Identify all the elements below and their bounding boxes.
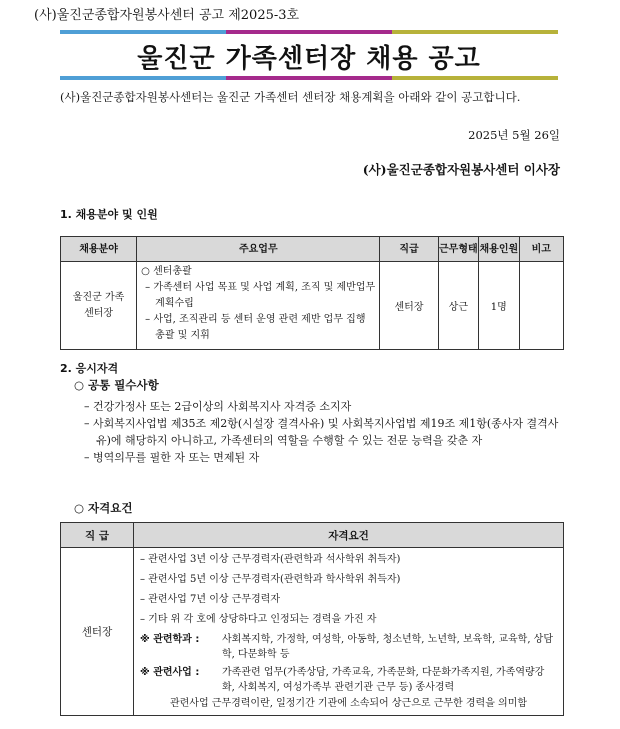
- intro-text: (사)울진군종합자원봉사센터는 울진군 가족센터 센터장 채용계획을 아래와 같이 공고합니다.: [60, 90, 521, 104]
- bar-purple: [226, 76, 392, 80]
- cell-type: 상근: [438, 262, 478, 350]
- duty-head: ○ 센터총괄: [141, 266, 192, 277]
- col-note: 비고: [519, 237, 563, 262]
- bar-purple: [226, 30, 392, 34]
- note-related-work: [140, 665, 557, 695]
- req-item: – 관련사업 5년 이상 근무경력자(관련학과 학사학위 취득자): [140, 574, 401, 585]
- col-duty: 주요업무: [137, 237, 380, 262]
- note-key: ※ 관련학과 :: [140, 634, 200, 645]
- req-rank: 센터장: [61, 548, 134, 716]
- req-item: – 기타 위 각 호에 상당하다고 인정되는 경력을 가진 자: [140, 614, 377, 625]
- qualification-table: [60, 522, 564, 716]
- bar-blue: [60, 76, 226, 80]
- col-count: 채용인원: [479, 237, 519, 262]
- announce-date: 2025년 5월 26일: [468, 128, 560, 142]
- page-title: 울진군 가족센터장 채용 공고: [137, 44, 481, 74]
- table-row: [61, 262, 564, 350]
- note-related-major: [140, 632, 557, 662]
- qualification-header: [61, 523, 564, 548]
- list-item: – 병역의무를 필한 자 또는 면제된 자: [84, 451, 260, 464]
- duty-item: – 사업, 조직관리 등 센터 운영 관련 제반 업무 집행 총괄 및 지휘: [145, 314, 366, 341]
- cell-count: 1명: [479, 262, 519, 350]
- note-value: 가족관련 업무(가족상담, 가족교육, 가족문화, 다문화가족지원, 가족역량강화, 사회복지, 여성가족부 관련기관 근무 등) 종사경력: [222, 667, 545, 693]
- duty-item: – 가족센터 사업 목표 및 사업 계획, 조직 및 제반업무 계획수립: [145, 282, 376, 309]
- recruit-table-header: [61, 237, 564, 262]
- bar-blue: [60, 30, 226, 34]
- cell-field: 울진군 가족센터장: [61, 262, 137, 350]
- note-key: ※ 관련사업 :: [140, 667, 200, 678]
- cell-rank: 센터장: [380, 262, 438, 350]
- cell-note: [519, 262, 563, 350]
- col-requirement: 자격요건: [134, 523, 564, 548]
- req-item: – 관련사업 3년 이상 근무경력자(관련학과 석사학위 취득자): [140, 554, 401, 565]
- list-item: – 건강가정사 또는 2급이상의 사회복지사 자격증 소지자: [84, 400, 352, 413]
- footer-note: 관련사업 근무경력이란, 일정기간 기관에 소속되어 상근으로 근무한 경력을 의미함: [169, 698, 528, 709]
- req-item: – 관련사업 7년 이상 근무경력자: [140, 594, 280, 605]
- common-title: ○ 공통 필수사항: [74, 378, 159, 392]
- req-cell: [134, 548, 564, 716]
- doc-reference: (사)울진군종합자원봉사센터 공고 제2025-3호: [34, 8, 300, 23]
- section2-title: 2. 응시자격: [60, 362, 119, 375]
- note-value: 사회복지학, 가정학, 여성학, 아동학, 청소년학, 노년학, 보육학, 교육학, 상담학, 다문화학 등: [222, 634, 553, 660]
- title-bar-bottom: [60, 76, 558, 80]
- cell-duty: [137, 262, 380, 350]
- title-banner: [60, 30, 558, 80]
- title-bar-top: [60, 30, 558, 34]
- col-rank: 직급: [380, 237, 438, 262]
- common-list: [84, 398, 564, 466]
- bar-olive: [392, 30, 558, 34]
- table-row: [61, 548, 564, 716]
- bar-olive: [392, 76, 558, 80]
- col-rank: 직 급: [61, 523, 134, 548]
- list-item: – 사회복지사업법 제35조 제2항(시설장 결격사유) 및 사회복지사업법 제19조 제1항(종사자 결격사유)에 해당하지 아니하고, 가족센터의 역할을 수행할 수 있는 전문 능력을 갖춘 자: [84, 417, 559, 447]
- col-type: 근무형태: [438, 237, 478, 262]
- signer: (사)울진군종합자원봉사센터 이사장: [362, 162, 560, 177]
- recruit-table: [60, 236, 564, 350]
- req-title: ○ 자격요건: [74, 501, 133, 515]
- section1-title: 1. 채용분야 및 인원: [60, 208, 158, 221]
- col-field: 채용분야: [61, 237, 137, 262]
